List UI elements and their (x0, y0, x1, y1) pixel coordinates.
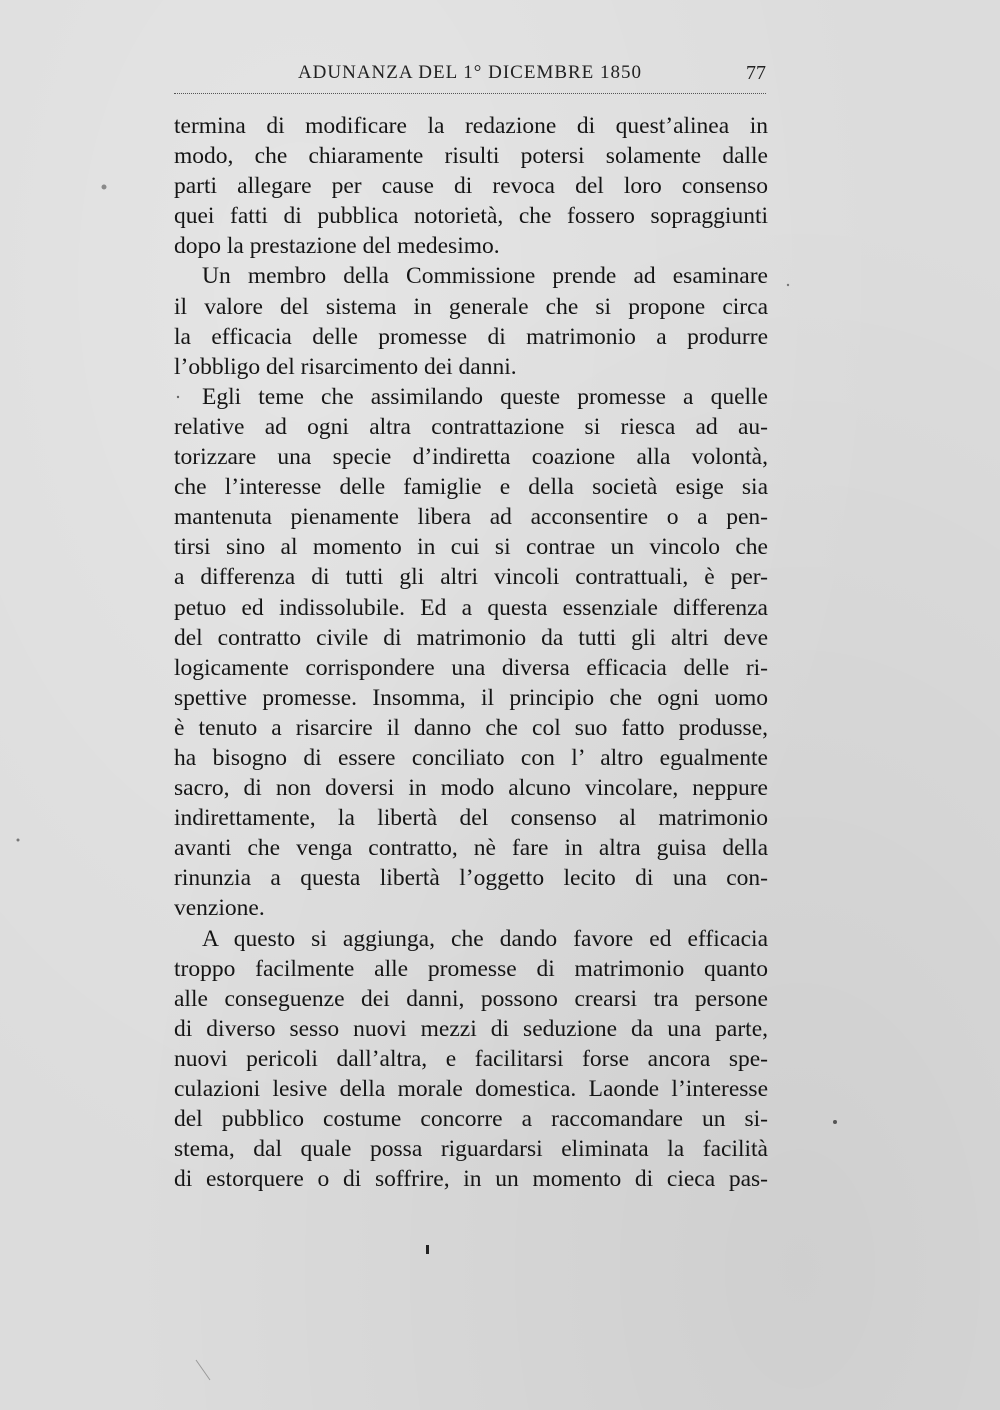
paper-speck (426, 1245, 429, 1254)
running-title: ADUNANZA DEL 1° DICEMBRE 1850 (297, 62, 643, 83)
text-line: petuo ed indissolubile. Ed a questa essenziale differenza (174, 594, 768, 621)
paragraph-first-line: Egli teme che assimilando queste promesse a quelle (202, 383, 768, 410)
text-line: l’obbligo del risarcimento dei danni. (174, 353, 517, 380)
text-line: è tenuto a risarcire il danno che col suo fatto produsse, (174, 714, 768, 741)
text-line: modo, che chiaramente risulti potersi solamente dalle (174, 143, 768, 170)
paper-speck (833, 1120, 837, 1124)
text-line: termina di modificare la redazione di quest’alinea in (174, 113, 768, 139)
paragraph-first-line: Un membro della Commissione prende ad esaminare (202, 263, 768, 290)
text-line: troppo facilmente alle promesse di matrimonio quanto (174, 955, 768, 982)
text-line: che l’interesse delle famiglie e della società esige sia (174, 474, 768, 501)
header-rule (174, 93, 766, 94)
text-line: venzione. (174, 895, 265, 922)
text-line: parti allegare per cause di revoca del loro consenso (174, 173, 768, 200)
text-line: quei fatti di pubblica notorietà, che fossero sopraggiunti (174, 203, 768, 230)
paper-speck (787, 284, 789, 286)
text-line: avanti che venga contratto, nè fare in altra guisa della (174, 835, 768, 862)
text-line: il valore del sistema in generale che si propone circa (174, 293, 768, 320)
text-line: di diverso sesso nuovi mezzi di seduzione da una parte, (174, 1015, 768, 1042)
paper-speck (102, 185, 107, 190)
text-line: stema, dal quale possa riguardarsi eliminata la facilità (174, 1136, 768, 1163)
text-line: spettive promesse. Insomma, il principio che ogni uomo (174, 684, 768, 711)
text-line: alle conseguenze dei danni, possono crearsi tra persone (174, 985, 768, 1012)
text-line: del contratto civile di matrimonio da tutti gli altri deve (174, 624, 768, 651)
text-line: a differenza di tutti gli altri vincoli contrattuali, è per- (174, 564, 768, 591)
paper-scratch (196, 1360, 210, 1380)
text-line: tirsi sino al momento in cui si contrae un vincolo che (174, 534, 768, 561)
paragraph-first-line: A questo si aggiunga, che dando favore ed efficacia (202, 925, 768, 952)
text-line: sacro, di non doversi in modo alcuno vincolare, neppure (174, 775, 768, 802)
paper-speck (17, 839, 20, 842)
text-line: ha bisogno di essere conciliato con l’ altro egualmente (174, 744, 768, 771)
text-line: nuovi pericoli dall’altra, e facilitarsi forse ancora spe- (174, 1045, 768, 1072)
text-line: logicamente corrispondere una diversa efficacia delle ri- (174, 654, 768, 681)
text-line: relative ad ogni altra contrattazione si riesca ad au- (174, 413, 768, 440)
text-line: indirettamente, la libertà del consenso al matrimonio (174, 805, 768, 832)
body-text (174, 111, 768, 1194)
text-line: rinunzia a questa libertà l’oggetto lecito di una con- (174, 865, 768, 892)
text-line: la efficacia delle promesse di matrimonio a produrre (174, 323, 768, 350)
page-number: 77 (746, 62, 766, 84)
text-line: culazioni lesive della morale domestica. Laonde l’interesse (174, 1076, 768, 1102)
text-line: dopo la prestazione del medesimo. (174, 233, 500, 260)
text-line: del pubblico costume concorre a raccomandare un si- (174, 1106, 768, 1133)
running-header (174, 62, 766, 96)
text-line: mantenuta pienamente libera ad acconsentire o a pen- (174, 504, 768, 531)
text-line: di estorquere o di soffrire, in un momento di cieca pas- (174, 1166, 768, 1193)
text-line: torizzare una specie d’indiretta coazione alla volontà, (174, 444, 768, 471)
